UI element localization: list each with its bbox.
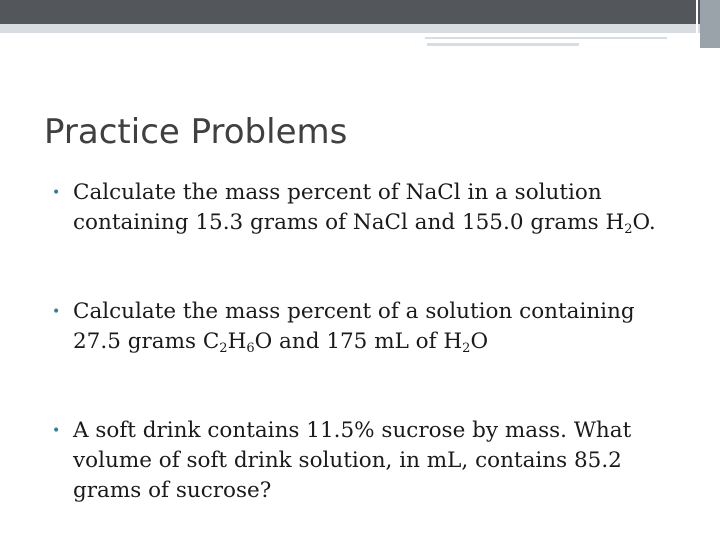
bullet-dot-icon: • <box>52 423 61 439</box>
subscript: 2 <box>624 222 633 237</box>
bullet-text-line: Calculate the mass percent of a solution containing <box>73 299 635 324</box>
accent-line-upper <box>425 37 667 39</box>
bullet-text-line: containing 15.3 grams of NaCl and 155.0 grams H <box>73 210 625 235</box>
bullet-text-line: grams of sucrose? <box>73 478 272 503</box>
bullet-text-line: O and 175 mL of H <box>254 329 463 354</box>
slide-title: Practice Problems <box>44 112 348 152</box>
corner-line <box>696 0 698 40</box>
bullet-dot-icon: • <box>52 304 61 320</box>
top-bar <box>0 0 720 24</box>
bullet-text-line: 27.5 grams C <box>73 329 220 354</box>
subscript: 2 <box>219 341 228 356</box>
bullet-item-nacl <box>52 178 692 238</box>
bullet-item-ethanol <box>52 297 692 357</box>
bullet-text-line: Calculate the mass percent of NaCl in a solution <box>73 180 602 205</box>
bullet-dot-icon: • <box>52 185 61 201</box>
bullet-list <box>52 178 692 506</box>
corner-block <box>700 0 720 48</box>
accent-bar <box>0 24 720 33</box>
bullet-text-line: volume of soft drink solution, in mL, contains 85.2 <box>73 448 622 473</box>
subscript: 2 <box>462 341 471 356</box>
bullet-text-line: O. <box>632 210 656 235</box>
bullet-text-line: A soft drink contains 11.5% sucrose by mass. What <box>73 418 632 443</box>
accent-line-lower <box>427 43 579 46</box>
bullet-text-line: H <box>227 329 247 354</box>
bullet-text-line: O <box>470 329 489 354</box>
bullet-item-soft-drink <box>52 416 692 506</box>
subscript: 6 <box>246 341 255 356</box>
